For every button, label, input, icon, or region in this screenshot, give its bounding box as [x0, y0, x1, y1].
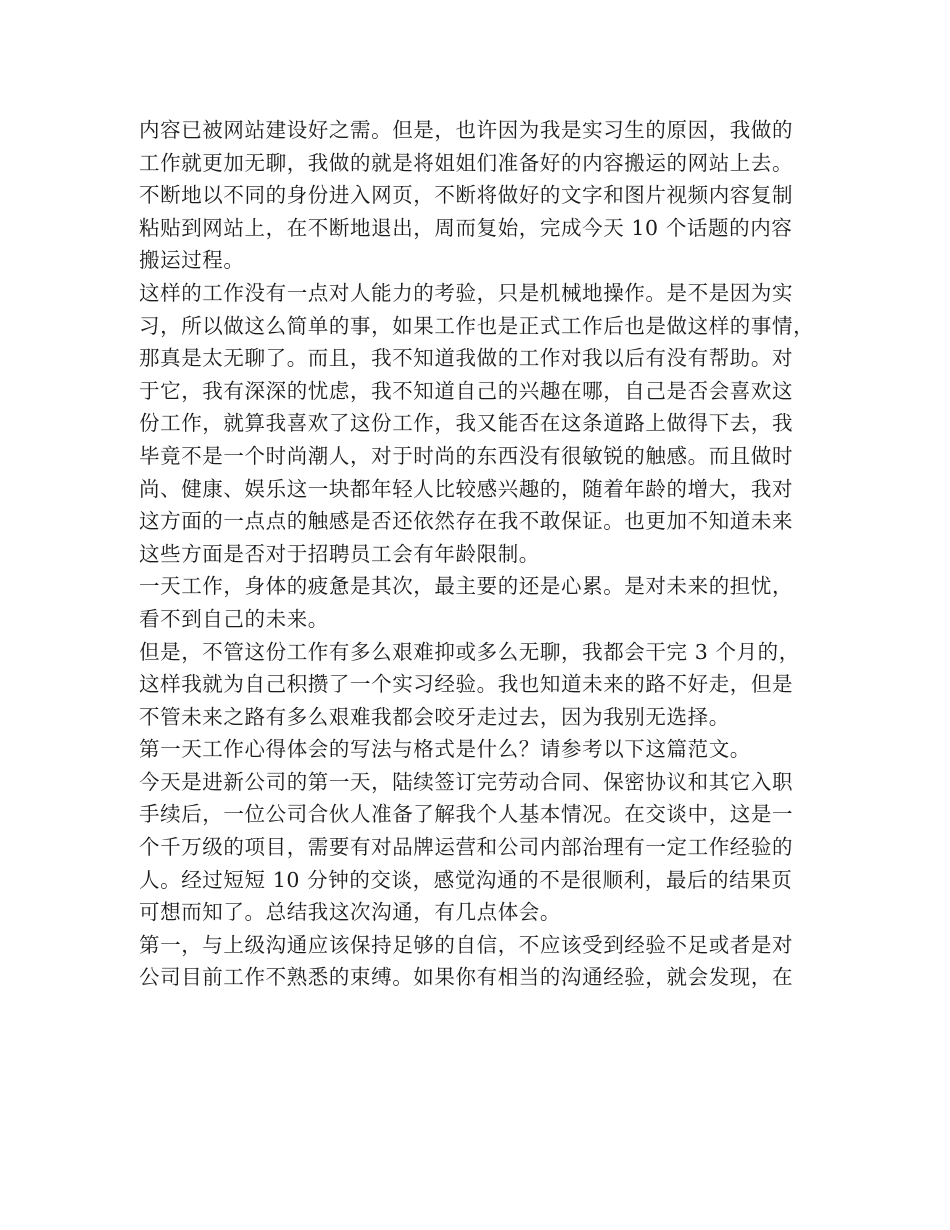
text-line: 粘贴到网站上，在不断地退出，周而复始，完成今天 10 个话题的内容 [139, 215, 793, 240]
text-line: 看不到自己的未来。 [139, 606, 329, 631]
text-line: 不管未来之路有多么艰难我都会咬牙走过去，因为我别无选择。 [139, 704, 730, 729]
text-line: 手续后，一位公司合伙人准备了解我个人基本情况。在交谈中，这是一 [139, 802, 794, 827]
text-line: 内容已被网站建设好之需。但是，也许因为我是实习生的原因，我做的 [139, 118, 794, 142]
text-line: 公司目前工作不熟悉的束缚。如果你有相当的沟通经验，就会发现，在 [139, 965, 794, 990]
text-line: 毕竟不是一个时尚潮人，对于时尚的东西没有很敏锐的触感。而且做时 [139, 443, 794, 468]
body-text [139, 114, 829, 994]
text-line: 第一，与上级沟通应该保持足够的自信，不应该受到经验不足或者是对 [139, 932, 794, 957]
text-line: 那真是太无聊了。而且，我不知道我做的工作对我以后有没有帮助。对 [139, 346, 794, 371]
text-line: 人。经过短短 10 分钟的交谈，感觉沟通的不是很顺利，最后的结果页 [139, 867, 793, 892]
text-line: 这些方面是否对于招聘员工会有年龄限制。 [139, 541, 540, 566]
text-line: 但是，不管这份工作有多么艰难抑或多么无聊，我都会干完 3 个月的， [139, 639, 800, 664]
text-line: 于它，我有深深的忧虑，我不知道自己的兴趣在哪，自己是否会喜欢这 [139, 378, 794, 403]
text-line: 不断地以不同的身份进入网页，不断将做好的文字和图片视频内容复制 [139, 183, 794, 208]
text-line: 工作就更加无聊，我做的就是将姐姐们准备好的内容搬运的网站上去。 [139, 150, 794, 175]
text-line: 习，所以做这么简单的事，如果工作也是正式工作后也是做这样的事情， [139, 313, 815, 338]
text-line: 一天工作，身体的疲惫是其次，最主要的还是心累。是对未来的担忧， [139, 574, 794, 599]
text-line: 个千万级的项目，需要有对品牌运营和公司内部治理有一定工作经验的 [139, 835, 794, 860]
text-line: 这样我就为自己积攒了一个实习经验。我也知道未来的路不好走，但是 [139, 672, 794, 697]
text-line: 今天是进新公司的第一天，陆续签订完劳动合同、保密协议和其它入职 [139, 769, 794, 794]
text-line: 这方面的一点点的触感是否还依然存在我不敢保证。也更加不知道未来 [139, 509, 794, 534]
text-line: 份工作，就算我喜欢了这份工作，我又能否在这条道路上做得下去，我 [139, 411, 794, 436]
text-line: 尚、健康、娱乐这一块都年轻人比较感兴趣的，随着年龄的增大，我对 [139, 476, 794, 501]
text-line: 搬运过程。 [139, 248, 245, 273]
text-line: 这样的工作没有一点对人能力的考验，只是机械地操作。是不是因为实 [139, 280, 794, 305]
text-line: 可想而知了。总结我这次沟通，有几点体会。 [139, 900, 561, 925]
text-line: 第一天工作心得体会的写法与格式是什么？请参考以下这篇范文。 [139, 737, 751, 762]
